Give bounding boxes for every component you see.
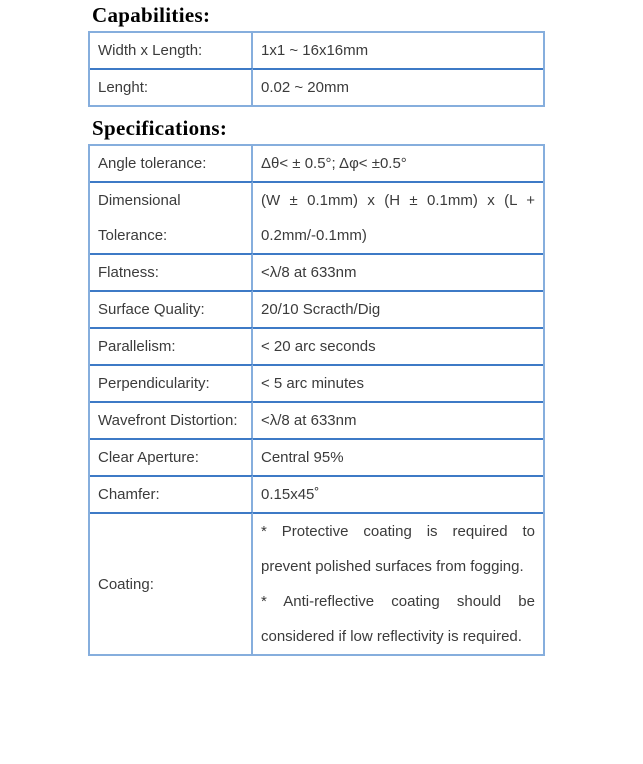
capabilities-table-body — [90, 33, 543, 105]
spec-value-cell — [253, 253, 543, 290]
spec-label-cell: Parallelism: — [90, 327, 253, 364]
spec-value-paragraph: * Protective coating is required to prevent polished surfaces from fogging. — [261, 523, 535, 575]
capability-row — [90, 33, 543, 68]
spec-label-cell: Angle tolerance: — [90, 146, 253, 181]
spec-label-cell: Chamfer: — [90, 475, 253, 512]
spec-row — [90, 181, 543, 253]
spec-value-paragraph: Δθ< ± 0.5°; Δφ< ±0.5° — [261, 155, 407, 172]
spec-label-cell: Surface Quality: — [90, 290, 253, 327]
capability-value-cell — [253, 33, 543, 68]
spec-value-paragraph: Central 95% — [261, 449, 344, 466]
spec-value-cell — [253, 181, 543, 253]
spec-value-paragraph: 0.15x45˚ — [261, 486, 320, 503]
spec-row — [90, 364, 543, 401]
spec-value-cell — [253, 327, 543, 364]
capability-value-paragraph: 0.02 ~ 20mm — [261, 79, 349, 96]
capabilities-heading: Capabilities: — [92, 3, 211, 27]
spec-row — [90, 438, 543, 475]
spec-value-paragraph: < 5 arc minutes — [261, 375, 364, 392]
spec-value-cell — [253, 438, 543, 475]
spec-value-paragraph: 20/10 Scracth/Dig — [261, 301, 381, 318]
spec-row — [90, 146, 543, 181]
spec-row — [90, 401, 543, 438]
spec-value-paragraph: (W ± 0.1mm) x (H ± 0.1mm) x (L + 0.2mm/-0.1mm) — [261, 192, 535, 244]
spec-label-cell: Coating: — [90, 512, 253, 654]
spec-value-paragraph: * Anti-reflective coating should be considered if low reflectivity is required. — [261, 593, 535, 645]
spec-value-paragraph: <λ/8 at 633nm — [261, 264, 357, 281]
capability-value-paragraph: 1x1 ~ 16x16mm — [261, 42, 369, 59]
spec-label-cell: Clear Aperture: — [90, 438, 253, 475]
capabilities-section — [88, 4, 545, 107]
spec-value-paragraph: <λ/8 at 633nm — [261, 412, 357, 429]
spec-value-cell — [253, 401, 543, 438]
spec-label-cell: Wavefront Distortion: — [90, 401, 253, 438]
spec-label-cell: Dimensional Tolerance: — [90, 181, 253, 253]
capability-label-cell: Width x Length: — [90, 33, 253, 68]
spec-row — [90, 327, 543, 364]
spec-value-cell — [253, 475, 543, 512]
spec-row — [90, 512, 543, 654]
spec-value-cell — [253, 364, 543, 401]
specifications-table-body — [90, 146, 543, 654]
specifications-table — [88, 144, 545, 656]
capability-label-cell: Lenght: — [90, 68, 253, 105]
spec-value-cell — [253, 146, 543, 181]
spec-row — [90, 290, 543, 327]
spec-row — [90, 253, 543, 290]
spec-label-cell: Flatness: — [90, 253, 253, 290]
spec-row — [90, 475, 543, 512]
specifications-heading: Specifications: — [92, 116, 228, 140]
spec-value-cell — [253, 512, 543, 654]
spec-value-cell — [253, 290, 543, 327]
spec-value-paragraph: < 20 arc seconds — [261, 338, 376, 355]
specifications-section — [88, 117, 545, 656]
capabilities-table — [88, 31, 545, 107]
capability-value-cell — [253, 68, 543, 105]
capability-row — [90, 68, 543, 105]
spec-label-cell: Perpendicularity: — [90, 364, 253, 401]
